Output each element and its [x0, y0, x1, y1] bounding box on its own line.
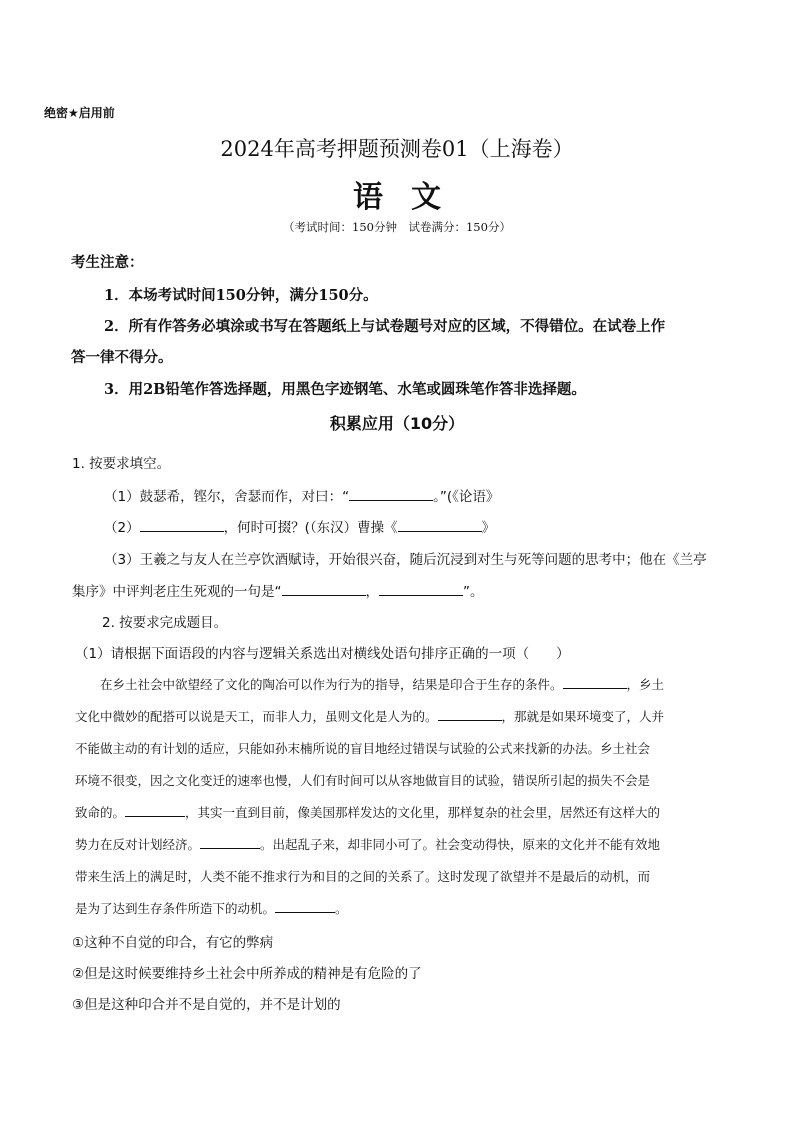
- part-2-text-c: 》: [481, 520, 496, 536]
- passage-line: 环境不很变，因之文化变迁的速率也慢，人们有时间可以从容地做盲目的试验，错误所引起的损失不会是: [75, 773, 651, 788]
- passage-text: ，那就是如果环境变了，人并: [501, 709, 665, 724]
- option-2: ②但是这时候要维持乡土社会中所养成的精神是有危险的了: [72, 966, 422, 982]
- passage-blank[interactable]: [275, 900, 335, 913]
- passage-line: 带来生活上的满足时，人类不能不推求行为和目的之间的关系了。这时发现了欲望并不是最后的动机，而: [75, 869, 651, 884]
- question-2-subquestion-1: （1）请根据下面语段的内容与逻辑关系选出对横线处语句排序正确的一项（ ）: [75, 646, 570, 662]
- question-1-part-3-line-2: [72, 580, 484, 600]
- option-1: ①这种不自觉的印合，有它的弊病: [72, 935, 274, 951]
- option-3: ③但是这种印合并不是自觉的，并不是计划的: [72, 997, 341, 1013]
- passage-text: ，乡土: [626, 677, 665, 692]
- passage-text: 是为了达到生存条件所造下的动机。: [75, 901, 276, 916]
- question-1-part-1: [104, 485, 499, 505]
- notice-item-2-line-2: 答一律不得分。: [71, 349, 173, 366]
- passage-line: [75, 803, 660, 821]
- passage-line: [75, 707, 664, 725]
- question-1-stem: 1. 按要求填空。: [72, 456, 171, 472]
- passage-text: 。出起乱子来，却非同小可了。社会变动得快，原来的文化并不能有效地: [260, 837, 661, 852]
- passage-blank[interactable]: [200, 836, 260, 849]
- part-2-text-a: （2）: [104, 520, 140, 536]
- notice-item-1: 1．本场考试时间150分钟，满分150分。: [104, 287, 378, 304]
- part-1-text-b: 。”(《论语》: [433, 489, 500, 505]
- passage-text: 势力在反对计划经济。: [75, 837, 201, 852]
- passage-line: 不能做主动的有计划的适应，只能如孙末楠所说的盲目地经过错误与试验的公式来找新的办法。乡土社会: [75, 741, 651, 756]
- answer-blank[interactable]: [379, 583, 463, 596]
- passage-blank[interactable]: [438, 708, 502, 721]
- part-2-text-b: ，何时可掇？(（东汉）曹操《: [223, 520, 398, 536]
- passage-text: 致命的。: [75, 805, 126, 820]
- exam-title: 2024年高考押题预测卷01（上海卷）: [220, 137, 574, 161]
- passage-text: 。: [335, 901, 348, 916]
- passage-text: ，其实一直到目前，像美国那样发达的文化里，那样复杂的社会里，居然还有这样大的: [185, 805, 661, 820]
- part-3-text-b: ，: [365, 584, 379, 600]
- section-title: 积累应用（10分）: [329, 414, 465, 433]
- confidential-label: 绝密★启用前: [44, 106, 115, 120]
- answer-blank[interactable]: [282, 583, 366, 596]
- part-3-text-a: 集序》中评判老庄生死观的一句是“: [72, 584, 282, 600]
- notice-title: 考生注意：: [71, 254, 144, 271]
- exam-info: （考试时间：150分钟 试卷满分：150分）: [283, 220, 511, 234]
- passage-line: [75, 835, 660, 853]
- passage-blank[interactable]: [125, 804, 185, 817]
- answer-blank[interactable]: [349, 488, 433, 501]
- question-1-part-2: [104, 516, 495, 536]
- passage-text: 在乡土社会中欲望经了文化的陶冶可以作为行为的指导，结果是印合于生存的条件。: [100, 677, 563, 692]
- passage-blank[interactable]: [563, 676, 627, 689]
- answer-blank[interactable]: [398, 519, 482, 532]
- subject-title: 语文: [353, 180, 469, 215]
- question-1-part-3-line-1: （3）王羲之与友人在兰亭饮酒赋诗，开始很兴奋，随后沉浸到对生与死等问题的思考中；他在《兰亭: [104, 552, 707, 568]
- passage-line: [75, 899, 348, 917]
- answer-blank[interactable]: [140, 519, 224, 532]
- part-3-text-c: ”。: [463, 584, 484, 600]
- passage-line: [100, 675, 664, 693]
- notice-item-2-line-1: 2．所有作答务必填涂或书写在答题纸上与试卷题号对应的区域，不得错位。在试卷上作: [104, 318, 666, 335]
- question-2-stem: 2. 按要求完成题目。: [102, 615, 228, 631]
- part-1-text-a: （1）鼓瑟希，铿尔，舍瑟而作，对曰：“: [104, 489, 350, 505]
- passage-text: 文化中微妙的配搭可以说是天工，而非人力，虽则文化是人为的。: [75, 709, 438, 724]
- notice-item-3: 3．用2B铅笔作答选择题，用黑色字迹钢笔、水笔或圆珠笔作答非选择题。: [104, 381, 586, 398]
